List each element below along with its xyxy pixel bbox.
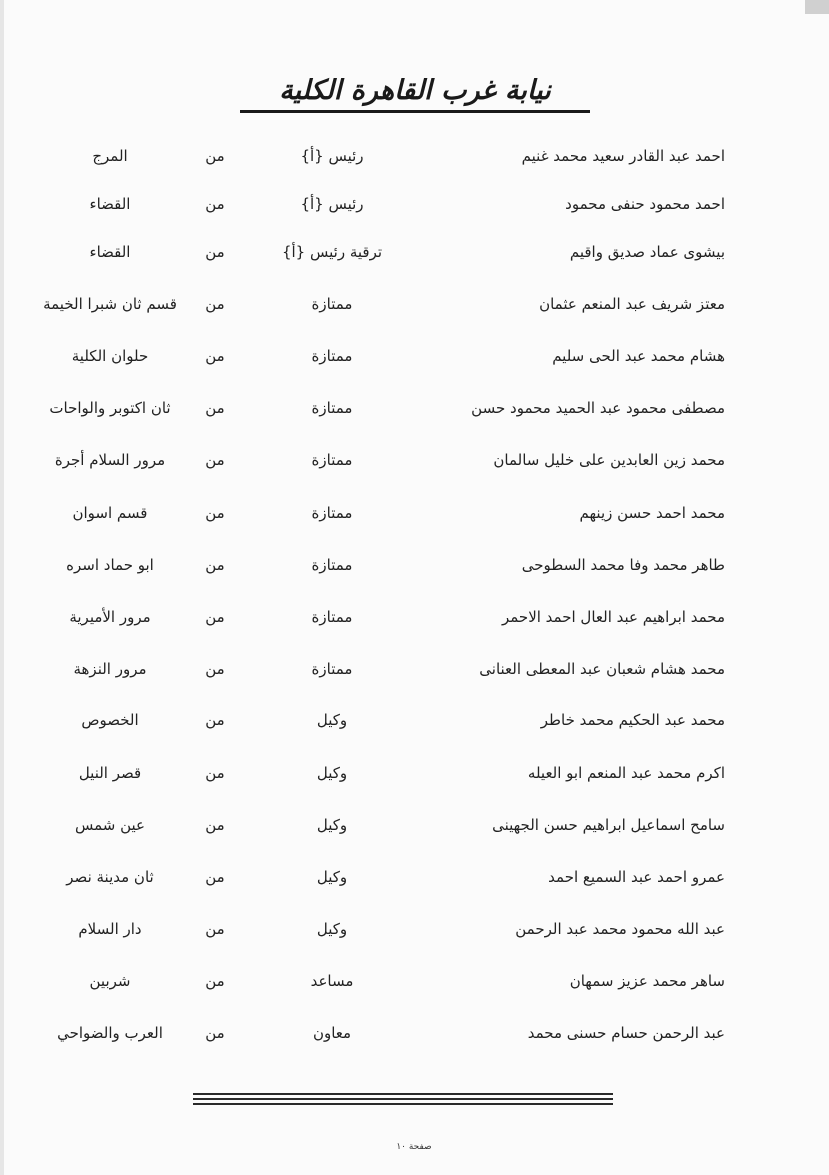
footer-rule <box>193 1093 613 1108</box>
member-rank: معاون <box>312 1024 352 1042</box>
roster-row <box>0 920 829 960</box>
footer-rule-line <box>193 1098 613 1100</box>
roster-row <box>0 816 829 856</box>
from-label: من <box>205 243 225 261</box>
member-name: بيشوى عماد صديق واقيم <box>569 243 725 261</box>
member-name: محمد هشام شعبان عبد المعطى العنانى <box>479 660 725 678</box>
from-label: من <box>205 556 225 574</box>
from-label: من <box>205 399 225 417</box>
roster-row <box>0 711 829 751</box>
member-rank: وكيل <box>316 711 348 729</box>
previous-posting: قسم اسوان <box>72 504 148 522</box>
roster-row <box>0 868 829 908</box>
member-name: هشام محمد عبد الحى سليم <box>552 347 725 365</box>
member-name: احمد محمود حنفى محمود <box>565 195 725 213</box>
roster-row <box>0 608 829 648</box>
member-name: احمد عبد القادر سعيد محمد غنيم <box>521 147 725 165</box>
from-label: من <box>205 660 225 678</box>
member-name: محمد زين العابدين على خليل سالمان <box>493 451 725 469</box>
footer-rule-line <box>193 1103 613 1105</box>
roster-row <box>0 764 829 804</box>
member-name: عمرو احمد عبد السميع احمد <box>548 868 725 886</box>
from-label: من <box>205 711 225 729</box>
member-rank: ممتازة <box>311 295 353 313</box>
from-label: من <box>205 147 225 165</box>
previous-posting: شربين <box>89 972 131 990</box>
from-label: من <box>205 451 225 469</box>
from-label: من <box>205 504 225 522</box>
roster-row <box>0 504 829 544</box>
member-rank: ممتازة <box>311 660 353 678</box>
from-label: من <box>205 868 225 886</box>
member-rank: وكيل <box>316 816 348 834</box>
previous-posting: ابو حماد اسره <box>66 556 154 574</box>
previous-posting: ثان اكتوبر والواحات <box>49 399 171 417</box>
member-name: سامح اسماعيل ابراهيم حسن الجهينى <box>492 816 725 834</box>
member-rank: رئيس {أ} <box>300 147 364 165</box>
member-rank: وكيل <box>316 764 348 782</box>
page-title: نيابة غرب القاهرة الكلية <box>240 74 590 113</box>
from-label: من <box>205 195 225 213</box>
member-name: عبد الله محمود محمد عبد الرحمن <box>515 920 725 938</box>
previous-posting: الخصوص <box>81 711 139 729</box>
previous-posting: مرور السلام أجرة <box>54 451 166 469</box>
member-rank: ممتازة <box>311 399 353 417</box>
roster-row <box>0 660 829 700</box>
roster-row <box>0 147 829 187</box>
member-rank: ممتازة <box>311 608 353 626</box>
previous-posting: العرب والضواحي <box>57 1024 163 1042</box>
previous-posting: دار السلام <box>78 920 142 938</box>
member-rank: رئيس {أ} <box>300 195 364 213</box>
roster-row <box>0 1024 829 1064</box>
member-rank: ممتازة <box>311 504 353 522</box>
member-name: محمد عبد الحكيم محمد خاطر <box>540 711 725 729</box>
member-name: طاهر محمد وفا محمد السطوحى <box>521 556 725 574</box>
member-rank: وكيل <box>316 920 348 938</box>
previous-posting: ثان مدينة نصر <box>66 868 154 886</box>
from-label: من <box>205 764 225 782</box>
previous-posting: القضاء <box>89 195 131 213</box>
member-name: محمد ابراهيم عبد العال احمد الاحمر <box>501 608 725 626</box>
previous-posting: عين شمس <box>74 816 146 834</box>
roster-row <box>0 556 829 596</box>
footer-rule-line <box>193 1093 613 1095</box>
previous-posting: مرور النزهة <box>73 660 147 678</box>
previous-posting: قصر النيل <box>78 764 142 782</box>
member-name: معتز شريف عبد المنعم عثمان <box>539 295 725 313</box>
from-label: من <box>205 972 225 990</box>
roster-row <box>0 399 829 439</box>
from-label: من <box>205 295 225 313</box>
member-rank: مساعد <box>310 972 354 990</box>
member-name: اكرم محمد عبد المنعم ابو العيله <box>527 764 725 782</box>
member-rank: ممتازة <box>311 556 353 574</box>
roster-row <box>0 295 829 335</box>
member-rank: ممتازة <box>311 347 353 365</box>
roster-row <box>0 347 829 387</box>
member-name: محمد احمد حسن زينهم <box>579 504 725 522</box>
page-number: صفحة ١٠ <box>396 1142 432 1152</box>
member-name: ساهر محمد عزيز سمهان <box>569 972 725 990</box>
previous-posting: قسم ثان شبرا الخيمة <box>43 295 177 313</box>
roster-row <box>0 195 829 235</box>
from-label: من <box>205 920 225 938</box>
from-label: من <box>205 608 225 626</box>
member-name: عبد الرحمن حسام حسنى محمد <box>527 1024 725 1042</box>
member-rank: وكيل <box>316 868 348 886</box>
from-label: من <box>205 1024 225 1042</box>
roster-row <box>0 451 829 491</box>
member-rank: ترقية رئيس {أ} <box>281 243 383 261</box>
roster-row <box>0 972 829 1012</box>
member-rank: ممتازة <box>311 451 353 469</box>
previous-posting: حلوان الكلية <box>71 347 149 365</box>
from-label: من <box>205 347 225 365</box>
previous-posting: المرج <box>92 147 128 165</box>
member-name: مصطفى محمود عبد الحميد محمود حسن <box>471 399 725 417</box>
roster-row <box>0 243 829 283</box>
from-label: من <box>205 816 225 834</box>
previous-posting: مرور الأميرية <box>69 608 151 626</box>
previous-posting: القضاء <box>89 243 131 261</box>
